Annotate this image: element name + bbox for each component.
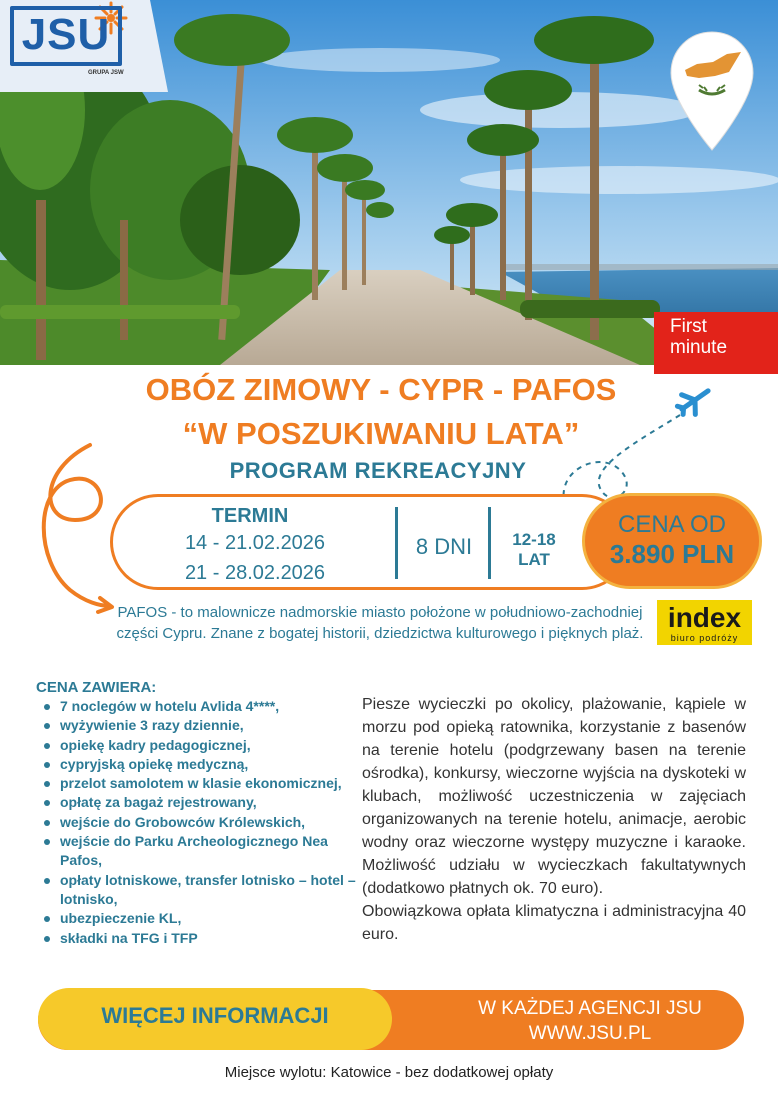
price-value: 3.890 PLN [609, 539, 735, 569]
first-minute-line2: minute [670, 337, 728, 358]
duration: 8 DNI [415, 534, 473, 559]
program-subtitle: PROGRAM REKREACYJNY [229, 458, 527, 483]
list-item: cypryjską opiekę medyczną, [42, 755, 360, 774]
termin-label: TERMIN [211, 505, 289, 527]
term-2: 21 - 28.02.2026 [184, 562, 326, 584]
cyprus-flag-pin-icon [669, 30, 755, 152]
price-label: CENA OD [617, 511, 727, 538]
first-minute-line1: First [670, 316, 707, 337]
title-line-2: “W POSZUKIWANIU LATA” [182, 416, 580, 451]
program-description [362, 693, 746, 946]
more-info-label: WIĘCEJ INFORMACJI [101, 1003, 329, 1028]
description-paragraph-1: Piesze wycieczki po okolicy, plażowanie, kąpiele w morzu pod opieką ratownika, korzystanie z basenów na terenie hotelu (podgrzewany basen na terenie ośrodka), konkursy, wieczorne wyjścia na dyskoteki w klubach, możliwość uczestniczenia w zajęciach organizowanych na terenie hotelu, animacje, aerobic wodny oraz wieczorne występy muzyczne i karaoke. Możliwość udziału w wycieczkach fakultatywnych (dodatkowo płatnych ok. 70 euro). [362, 696, 746, 897]
list-item: wyżywienie 3 razy dziennie, [42, 716, 360, 735]
term-1: 14 - 21.02.2026 [184, 532, 326, 554]
footer-note: Miejsce wylotu: Katowice - bez dodatkowej opłaty [224, 1064, 554, 1081]
list-item: opłatę za bagaż rejestrowany, [42, 793, 360, 812]
description-paragraph-2: Obowiązkowa opłata klimatyczna i administracyjna 40 euro. [362, 903, 746, 943]
list-item: przelot samolotem w klasie ekonomicznej, [42, 774, 360, 793]
divider-1 [395, 507, 398, 579]
index-travel-logo [657, 600, 752, 645]
age-range-value: 12-18 [512, 530, 556, 549]
more-info-website: WWW.JSU.PL [528, 1023, 652, 1044]
list-item: składki na TFG i TFP [42, 929, 360, 948]
list-item: ubezpieczenie KL, [42, 909, 360, 928]
divider-2 [488, 507, 491, 579]
title-line-1: OBÓZ ZIMOWY - CYPR - PAFOS [145, 372, 617, 407]
list-item: wejście do Parku Archeologicznego Nea Pafos, [42, 832, 360, 871]
index-logo-tagline: biuro podróży [670, 633, 739, 643]
list-item: 7 noclegów w hotelu Avlida 4****, [42, 697, 360, 716]
age-range-unit: LAT [518, 550, 550, 569]
more-info-agency: W KAŻDEJ AGENCJI JSU [478, 998, 702, 1019]
list-item: opłaty lotniskowe, transfer lotnisko – hotel – lotnisko, [42, 871, 360, 910]
logo-group: GRUPA JSW [88, 70, 124, 76]
list-item: wejście do Grobowców Królewskich, [42, 813, 360, 832]
jsu-logo [0, 0, 168, 92]
first-minute-badge [654, 312, 778, 374]
logo-brand: JSU [10, 6, 122, 66]
intro-text: PAFOS - to malownicze nadmorskie miasto położone w południowo-zachodniej części Cypru. Znane z bogatej historii, dziedzictwa kulturowego i pięknych plaż. [116, 604, 644, 642]
includes-list [42, 697, 360, 948]
list-item: opiekę kadry pedagogicznej, [42, 736, 360, 755]
index-logo-name: index [667, 602, 742, 633]
includes-title: CENA ZAWIERA: [36, 679, 157, 696]
age-range [496, 530, 572, 570]
